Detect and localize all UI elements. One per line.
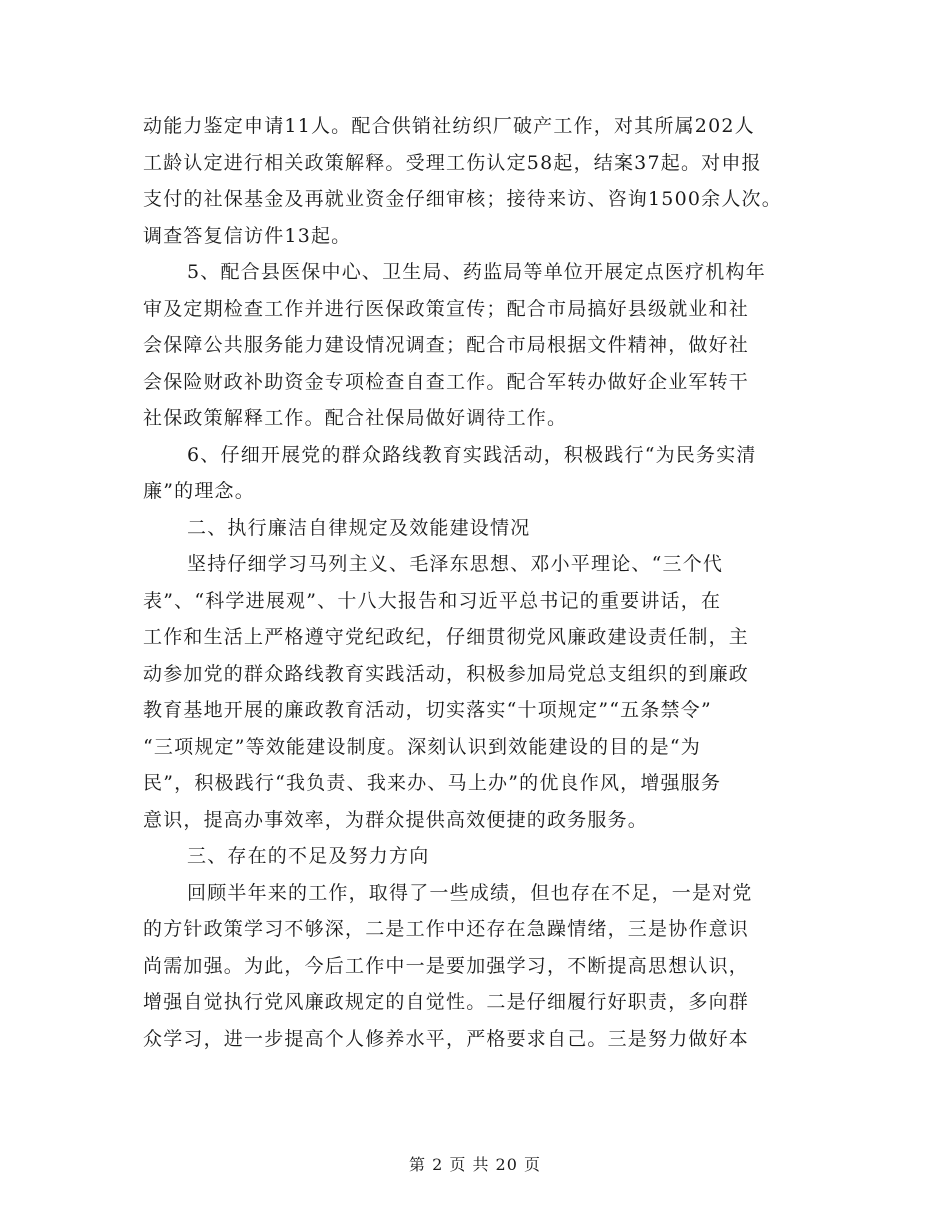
text-line: 工龄认定进行相关政策解释。受理工伤认定58起，结案37起。对申报 [143, 151, 762, 174]
text-line: 教育基地开展的廉政教育活动，切实落实“十项规定”“五条禁令” [143, 699, 712, 721]
text-line: 6、仔细开展党的群众路线教育实践活动，积极践行“为民务实清 [187, 443, 757, 466]
text-line: 会保障公共服务能力建设情况调查；配合市局根据文件精神，做好社 [143, 334, 750, 356]
text-line: 调查答复信访件13起。 [143, 224, 352, 247]
document-body [143, 108, 823, 1057]
text-line: 动能力鉴定申请11人。配合供销社纺织厂破产工作，对其所属202人 [143, 115, 755, 137]
page-number-footer: 第 2 页 共 20 页 [409, 1155, 541, 1174]
text-line: 回顾半年来的工作，取得了一些成绩，但也存在不足，一是对党 [187, 881, 753, 904]
text-line: 增强自觉执行党风廉政规定的自觉性。二是仔细履行好职责，多向群 [143, 991, 750, 1013]
text-line: 廉”的理念。 [143, 480, 255, 502]
text-line: 会保险财政补助资金专项检查自查工作。配合军转办做好企业军转干 [143, 370, 750, 393]
text-line: 三、存在的不足及努力方向 [187, 845, 430, 867]
text-line: 工作和生活上严格遵守党纪政纪，仔细贯彻党风廉政建设责任制，主 [143, 626, 750, 648]
text-line: 二、执行廉洁自律规定及效能建设情况 [187, 516, 531, 539]
text-line: 支付的社保基金及再就业资金仔细审核；接待来访、咨询1500余人次。 [143, 188, 782, 210]
text-line: 5、配合县医保中心、卫生局、药监局等单位开展定点医疗机构年 [187, 261, 766, 283]
text-line: 坚持仔细学习马列主义、毛泽东思想、邓小平理论、“三个代 [187, 553, 724, 575]
text-line: 表”、“科学进展观”、十八大报告和习近平总书记的重要讲话，在 [143, 589, 722, 612]
text-line: 的方针政策学习不够深，二是工作中还存在急躁情绪，三是协作意识 [143, 918, 750, 940]
text-line: “三项规定”等效能建设制度。深刻认识到效能建设的目的是“为 [143, 735, 701, 758]
text-line: 动参加党的群众路线教育实践活动，积极参加局党总支组织的到廉政 [143, 662, 750, 685]
text-line: 民”，积极践行“我负责、我来办、马上办”的优良作风，增强服务 [143, 772, 722, 794]
text-line: 审及定期检查工作并进行医保政策宣传；配合市局搞好县级就业和社 [143, 297, 750, 320]
text-line: 尚需加强。为此，今后工作中一是要加强学习，不断提高思想认识， [143, 954, 750, 977]
text-line: 社保政策解释工作。配合社保局做好调待工作。 [143, 407, 568, 429]
text-line: 众学习，进一步提高个人修养水平，严格要求自己。三是努力做好本 [143, 1027, 750, 1050]
text-line: 意识，提高办事效率，为群众提供高效便捷的政务服务。 [143, 808, 649, 831]
